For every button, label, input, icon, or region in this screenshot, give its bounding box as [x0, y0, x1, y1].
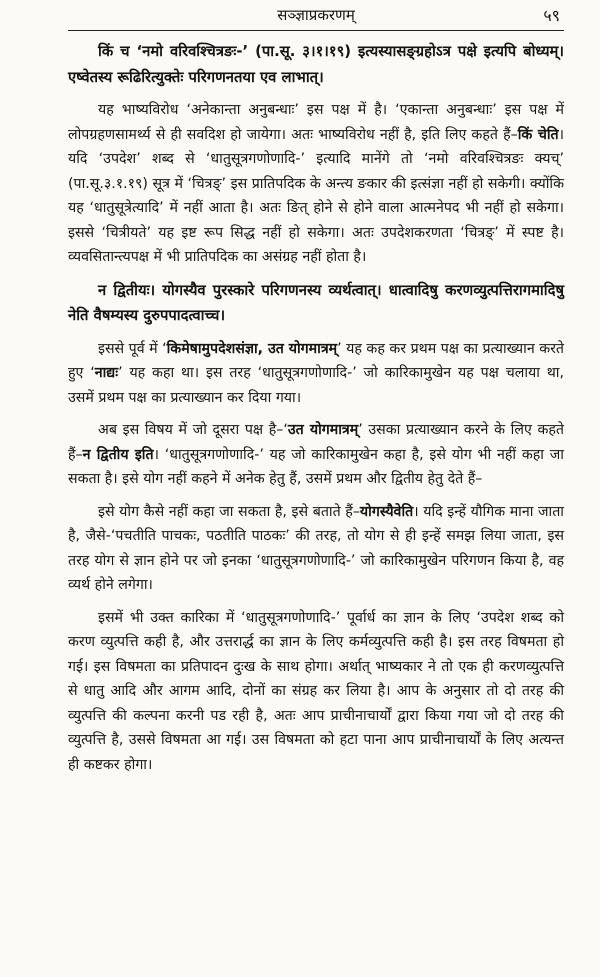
text-run: । ‘धातुसूत्रगणोणादि-’ यह जो कारिकामुखेन कहा है, इसे योग भी नहीं कहा जा सकता है। इसे योग नहीं कहने में अनेक हेतु हैं, उसमें प्रथम और द्वितीय हेतु देते हैं– — [68, 446, 564, 487]
page-body — [68, 39, 564, 777]
commentary-paragraph — [68, 500, 564, 598]
commentary-paragraph — [68, 606, 564, 778]
sanskrit-verse — [68, 39, 564, 90]
bold-term: उत योगमात्रम् — [287, 422, 359, 438]
text-run: ’ यह कह कर प्रथम पक्ष का प्रत्याख्यान करते हुए ‘ — [68, 340, 564, 381]
text-run: । यदि इन्हें यौगिक माना जाता है, जैसे-‘पचतीति पाचकः, पठतीति पाठकः’ की तरह, तो योग से ही इन्हें समझ लिया जाता, इस तरह योग से ज्ञान होने पर जो इनका ‘धातुसूत्रगणोणादि-’ जो कारिकामुखेन परिगणन किया है, वह व्यर्थ होने लगेगा। — [68, 503, 564, 593]
text-run: । यदि ‘उपदेश’ शब्द से ‘धातुसूत्रगणोणादि-’ इत्यादि मानेंगे तो ‘नमो वरिवश्चित्रङः क्यच्’ (पा.सू.३.१.१९) सूत्र में ‘चित्रङ्’ इस प्रातिपदिक के अन्त्य ङकार की इत्संज्ञा नहीं हो सकेगी। क्योंकि यह ‘धातुसूत्रेत्यादि’ में नहीं आता है। अतः ङित् होने से होने वाला आत्मनेपद भी नहीं हो सकेगा। इससे ‘चित्रीयते’ यह इष्ट रूप सिद्ध नहीं हो सकेगा। अतः उपदेशकरणता ‘चित्रङ्’ में स्पष्ट है। व्यवसितान्त्यपक्ष में भी प्रातिपदिक का असंग्रह नहीं होता है। — [68, 126, 564, 265]
bold-term: किं च ‘नमो वरिवश्चित्रङः-’ (पा.सू. ३।१।१९) इत्यस्यासङ्ग्रहोऽत्र पक्षे इत्यपि बोध्यम्। एष्वेतस्य रूढिरित्युक्तेः परिगणनतया एव लाभात्। — [68, 43, 564, 86]
text-run: अब इस विषय में जो दूसरा पक्ष है–‘ — [98, 422, 288, 438]
page-header — [68, 0, 564, 31]
bold-term: नाद्यः — [94, 365, 119, 381]
commentary-paragraph — [68, 98, 564, 270]
commentary-paragraph — [68, 418, 564, 492]
bold-term: किं चेति — [517, 126, 559, 143]
text-run: इससे पूर्व में ‘ — [98, 340, 167, 357]
bold-term: न द्वितीय इति — [82, 446, 154, 463]
bold-term: किमेषामुपदेशसंज्ञा, उत योगमात्रम् — [166, 340, 338, 357]
commentary-paragraph — [68, 337, 564, 411]
page-number: ५९ — [543, 6, 560, 25]
text-run: ’ उसका प्रत्याख्यान करने के लिए कहते हैं– — [68, 422, 565, 463]
running-title: सञ्ज्ञाप्रकरणम् — [277, 6, 355, 24]
text-run: इसे योग कैसे नहीं कहा जा सकता है, इसे बताते हैं– — [98, 503, 360, 520]
bold-term: न द्वितीयः। योगस्यैव पुरस्कारे परिगणनस्य व्यर्थत्वात्। धात्वादिषु करणव्युत्पत्तिरागमादिषु नेति वैषम्यस्य दुरुपपादत्वाच्च। — [68, 281, 564, 324]
bold-term: योगस्यैवेति — [359, 503, 414, 520]
text-run: इसमें भी उक्त कारिका में ‘धातुसूत्रगणोणादि-’ पूर्वार्ध का ज्ञान के लिए ‘उपदेश शब्द को करण व्युत्पत्ति कही है, और उत्तरार्द्ध का ज्ञान के लिए कर्मव्युत्पत्ति कही है। इस तरह विषमता हो गई। इस विषमता का प्रतिपादन दुःख के साथ होगा। अर्थात् भाष्यकार ने तो एक ही करणव्युत्पत्ति से धातु आदि और आगम आदि, दोनों का संग्रह कर लिया है। आप के अनुसार तो दो तरह की व्युत्पत्ति की कल्पना करनी पड रही है, अतः आप प्राचीनाचार्यों द्वारा किया गया जो दो तरह की व्युत्पत्ति है, उससे विषमता आ गई। उस विषमता को हटा पाना आप प्राचीनाचार्यों के लिए अत्यन्त ही कष्टकर होगा। — [68, 609, 564, 773]
text-run: ’ यह कहा था। इस तरह ‘धातुसूत्रगणोणादि-’ जो कारिकामुखेन यह पक्ष चलाया था, उसमें प्रथम पक्ष का प्रत्याख्यान कर दिया गया। — [68, 365, 564, 406]
sanskrit-verse — [68, 278, 564, 329]
text-run: यह भाष्यविरोध ‘अनेकान्ता अनुबन्धाः’ इस पक्ष में है। ‘एकान्ता अनुबन्धाः’ इस पक्ष में लोपग्रहणसामर्थ्य से ही सवदिश हो जायेगा। अतः भाष्यविरोध नहीं है, इति लिए कहते हैं– — [68, 102, 564, 143]
